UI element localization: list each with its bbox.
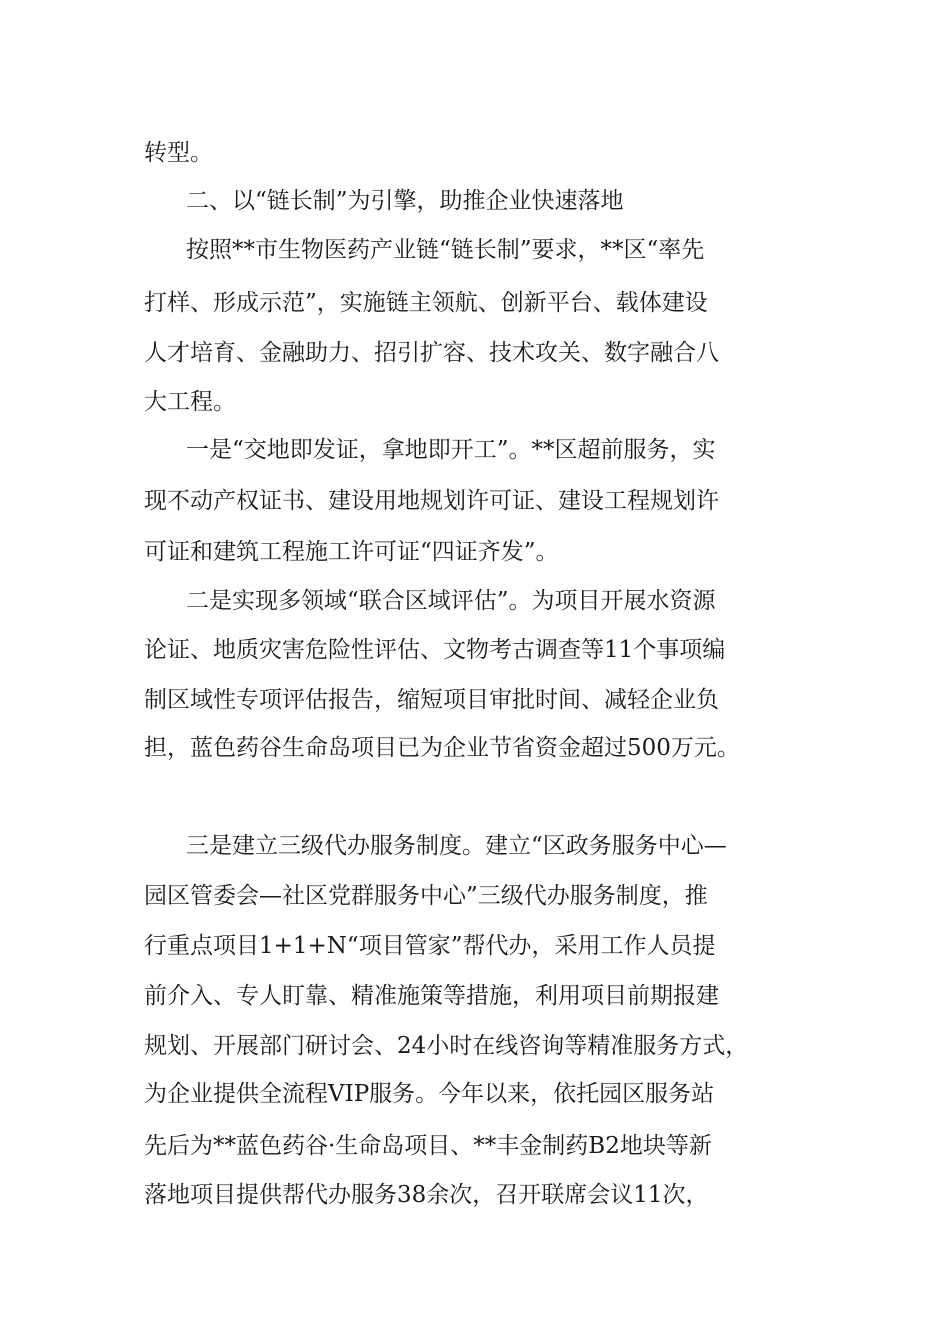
paragraph-line: 打样、形成示范”，实施链主领航、创新平台、载体建设 [144,290,708,316]
paragraph-line: 担，蓝色药谷生命岛项目已为企业节省资金超过500万元。 [144,735,740,761]
paragraph-line: 转型。 [144,140,213,166]
paragraph-line: 为企业提供全流程VIP服务。今年以来，依托园区服务站 [144,1081,715,1107]
paragraph-line: 先后为**蓝色药谷·生命岛项目、**丰金制药B2地块等新 [144,1133,712,1159]
paragraph-line: 一是“交地即发证，拿地即开工”。**区超前服务，实 [186,437,716,463]
paragraph-line: 按照**市生物医药产业链“链长制”要求，**区“率先 [186,237,705,263]
paragraph-line: 前介入、专人盯靠、精准施策等措施，利用项目前期报建 [144,983,719,1009]
paragraph-line: 规划、开展部门研讨会、24小时在线咨询等精准服务方式， [144,1033,749,1059]
paragraph-line: 落地项目提供帮代办服务38余次，召开联席会议11次， [144,1182,709,1208]
paragraph-line: 大工程。 [144,389,236,415]
paragraph-line: 论证、地质灾害危险性评估、文物考古调查等11个事项编 [144,637,726,663]
paragraph-line: 制区域性专项评估报告，缩短项目审批时间、减轻企业负 [144,687,719,713]
paragraph-line: 行重点项目1+1+N“项目管家”帮代办，采用工作人员提 [144,933,716,959]
section-heading: 二、以“链长制”为引擎，助推企业快速落地 [186,188,624,214]
paragraph-line: 现不动产权证书、建设用地规划许可证、建设工程规划许 [144,488,719,514]
paragraph-line: 可证和建筑工程施工许可证“四证齐发”。 [144,539,559,565]
paragraph-line: 人才培育、金融助力、招引扩容、技术攻关、数字融合八 [144,340,719,366]
paragraph-line: 三是建立三级代办服务制度。建立“区政务服务中心— [186,833,727,859]
paragraph-line: 二是实现多领域“联合区域评估”。为项目开展水资源 [186,588,716,614]
paragraph-line: 园区管委会—社区党群服务中心”三级代办服务制度，推 [144,883,708,909]
